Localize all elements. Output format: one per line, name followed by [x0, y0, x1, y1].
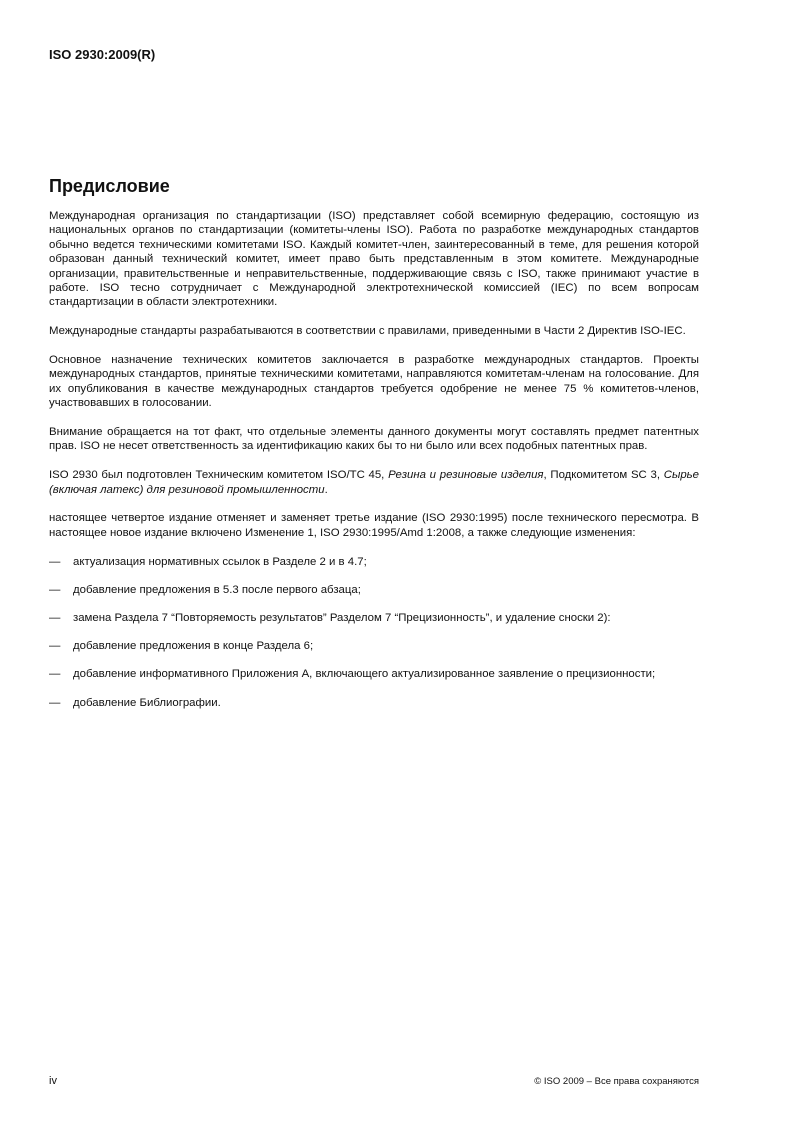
- paragraph-prepared-by: [49, 468, 699, 497]
- list-item: [49, 611, 699, 625]
- copyright-notice: © ISO 2009 – Все права сохраняются: [534, 1076, 699, 1087]
- dash-marker: —: [49, 696, 61, 709]
- paragraph-edition: настоящее четвертое издание отменяет и заменяет третье издание (ISO 2930:1995) после технического пересмотра. В настоящее новое издание включено Изменение 1, ISO 2930:1995/Amd 1:2008, а также следующие изменения:: [49, 512, 699, 539]
- changes-list: [49, 555, 699, 710]
- committee-name: Резина и резиновые изделия: [388, 469, 544, 482]
- list-item: [49, 555, 699, 569]
- list-item: [49, 583, 699, 597]
- list-item-text: добавление Библиографии.: [73, 696, 221, 709]
- list-item: [49, 696, 699, 710]
- list-item-text: актуализация нормативных ссылок в Разделе 2 и в 4.7;: [73, 555, 367, 568]
- document-code: ISO 2930:2009(R): [49, 47, 156, 62]
- paragraph-patents: Внимание обращается на тот факт, что отдельные элементы данного документы могут составлять предмет патентных прав. ISO не несет ответственность за идентификацию каких бы то ни было или всех подобных патентных прав.: [49, 426, 699, 453]
- prepared-by-prefix: ISO 2930 был подготовлен Техническим комитетом ISO/TC 45,: [49, 469, 389, 482]
- paragraph-directives: Международные стандарты разрабатываются в соответствии с правилами, приведенными в Части 2 Директив ISO-IEC.: [49, 325, 686, 338]
- dash-marker: —: [49, 583, 61, 596]
- paragraph-committees: Основное назначение технических комитетов заключается в разработке международных стандартов. Проекты международных стандартов, принятые техническими комитетами, направляются комитетам-членам на голосование. Для их опубликования в качестве международных стандартов требуется одобрение не менее 75 % комитетов-членов, участвовавших в голосовании.: [49, 354, 699, 410]
- list-item-text: добавление предложения в 5.3 после первого абзаца;: [73, 583, 361, 596]
- page-title: Предисловие: [49, 176, 170, 196]
- dash-marker: —: [49, 555, 61, 568]
- list-item: [49, 639, 699, 653]
- prepared-by-middle: , Подкомитетом SC 3,: [543, 469, 664, 482]
- dash-marker: —: [49, 668, 61, 681]
- paragraph-iso-intro: Международная организация по стандартизации (ISO) представляет собой всемирную федерацию, состоящую из национальных органов по стандартизации (комитеты-члены ISO). Работа по разработке международных стандартов обычно ведется техническими комитетами ISO. Каждый комитет-член, заинтересованный в теме, для решения которой образован данный технический комитет, имеет право быть представленным в этом комитете. Международные организации, правительственные и неправительственные, поддерживающие связь с ISO, также принимают участие в работе. ISO тесно сотрудничает с Международной электротехнической комиссией (IEC) по всем вопросам стандартизации в области электротехники.: [49, 210, 699, 309]
- page-number: iv: [49, 1075, 57, 1087]
- list-item-text: добавление информативного Приложения А, включающего актуализированное заявление о прецизионности;: [73, 668, 656, 681]
- dash-marker: —: [49, 640, 61, 653]
- list-item-text: добавление предложения в конце Раздела 6;: [73, 640, 314, 653]
- subcommittee-name: Сырье (включая латекс) для резиновой промышленности: [49, 469, 699, 496]
- list-item-text: замена Раздела 7 “Повторяемость результатов” Разделом 7 “Прецизионность”, и удаление сноски 2):: [73, 612, 611, 625]
- foreword-body: [49, 209, 699, 724]
- list-item: [49, 667, 699, 681]
- dash-marker: —: [49, 612, 61, 625]
- prepared-by-suffix: .: [324, 483, 328, 496]
